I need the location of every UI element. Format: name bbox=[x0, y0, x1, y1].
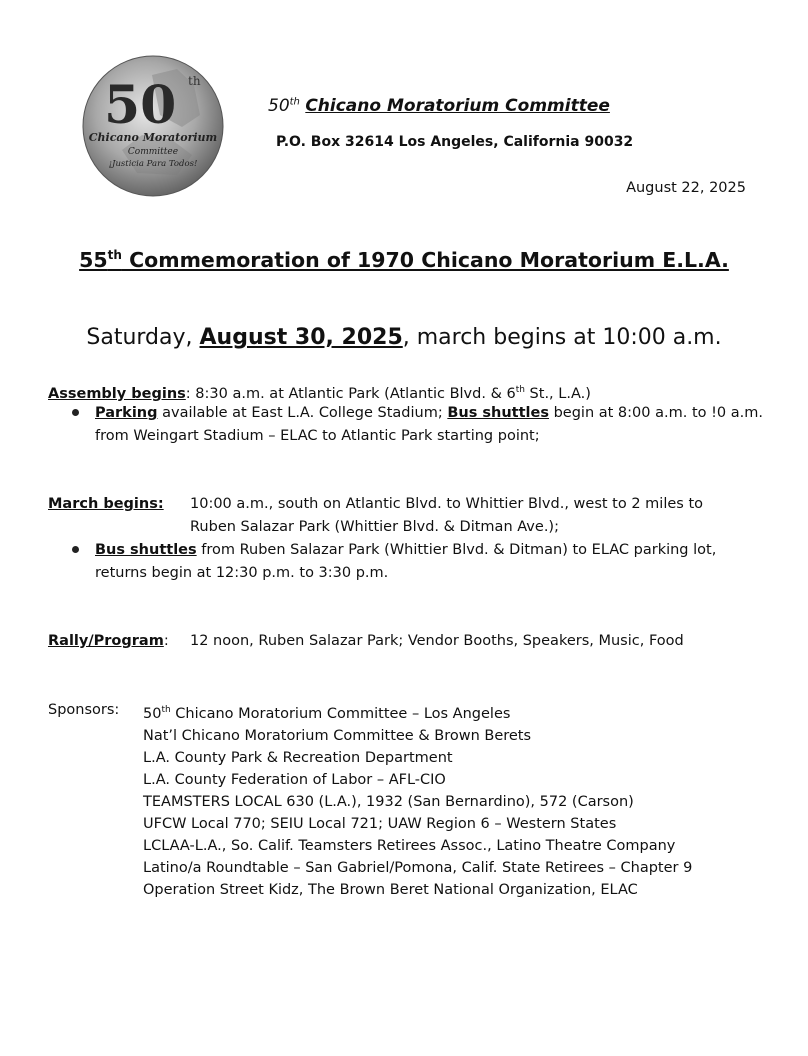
sponsor-item: L.A. County Park & Recreation Department bbox=[143, 749, 453, 766]
event-date: August 30, 2025 bbox=[199, 325, 403, 350]
assembly-colon: : bbox=[185, 385, 191, 402]
bus-shuttles-label-2: Bus shuttles bbox=[95, 542, 197, 558]
parking-mid: available at East L.A. College Stadium; bbox=[157, 405, 448, 421]
sponsor-first-rest: Chicano Moratorium Committee – Los Angeles bbox=[170, 705, 511, 722]
march-line-2: Ruben Salazar Park (Whittier Blvd. & Ditman Ave.); bbox=[190, 519, 559, 535]
logo-number-sup: th bbox=[188, 74, 201, 88]
event-rest: , march begins at 10:00 a.m. bbox=[402, 325, 722, 350]
parking-bullet-line-1 bbox=[95, 402, 763, 424]
assembly-text-a: 8:30 a.m. at Atlantic Park (Atlantic Blvd. & 6 bbox=[190, 385, 516, 402]
letter-date: August 22, 2025 bbox=[626, 180, 746, 196]
march-label: March begins: bbox=[48, 496, 164, 512]
assembly-text-b: St., L.A.) bbox=[524, 385, 591, 402]
assembly-line bbox=[48, 379, 591, 405]
event-date-line bbox=[0, 325, 808, 350]
logo-line-1: Chicano Moratorium bbox=[88, 131, 218, 144]
rally-colon: : bbox=[163, 633, 169, 649]
sponsor-first-ordinal: 50 bbox=[143, 705, 162, 722]
assembly-label: Assembly begins bbox=[48, 385, 186, 402]
org-ordinal-sup: th bbox=[289, 96, 300, 108]
logo-number: 50 bbox=[104, 75, 177, 136]
logo-line-2: Committee bbox=[127, 147, 179, 157]
title-text: Commemoration of 1970 Chicano Moratorium E.L.A. bbox=[121, 248, 729, 272]
org-address: P.O. Box 32614 Los Angeles, California 90032 bbox=[276, 134, 634, 150]
bus-shuttles-label-1: Bus shuttles bbox=[447, 405, 549, 421]
bullet-icon bbox=[72, 546, 79, 553]
assembly-text-sup: th bbox=[515, 385, 525, 395]
sponsor-item: Nat’l Chicano Moratorium Committee & Brown Berets bbox=[143, 727, 532, 744]
sponsor-item: L.A. County Federation of Labor – AFL-CIO bbox=[143, 771, 446, 788]
rally-label-line bbox=[48, 630, 169, 652]
org-name-heading bbox=[268, 96, 610, 116]
org-ordinal: 50 bbox=[268, 96, 290, 116]
rally-label: Rally/Program bbox=[48, 633, 164, 649]
sponsor-item: Operation Street Kidz, The Brown Beret National Organization, ELAC bbox=[143, 881, 638, 898]
sponsors-list bbox=[143, 699, 692, 901]
org-name: Chicano Moratorium Committee bbox=[305, 96, 610, 116]
parking-bullet-line-2: from Weingart Stadium – ELAC to Atlantic Park starting point; bbox=[95, 428, 540, 444]
return-bullet-line-1 bbox=[95, 539, 716, 561]
sponsor-item: UFCW Local 770; SEIU Local 721; UAW Region 6 – Western States bbox=[143, 815, 617, 832]
sponsor-item: Latino/a Roundtable – San Gabriel/Pomona, Calif. State Retirees – Chapter 9 bbox=[143, 859, 693, 876]
title-ordinal: 55 bbox=[79, 248, 108, 272]
return-bullet-line-2: returns begin at 12:30 p.m. to 3:30 p.m. bbox=[95, 565, 389, 581]
sponsor-item bbox=[143, 699, 692, 725]
page-title bbox=[0, 248, 808, 272]
rally-text: 12 noon, Ruben Salazar Park; Vendor Booths, Speakers, Music, Food bbox=[190, 633, 684, 649]
sponsor-item: TEAMSTERS LOCAL 630 (L.A.), 1932 (San Bernardino), 572 (Carson) bbox=[143, 793, 634, 810]
title-ordinal-sup: th bbox=[107, 248, 122, 263]
parking-end: begin at 8:00 a.m. to !0 a.m. bbox=[548, 405, 763, 421]
logo-line-3: ¡Justicia Para Todos! bbox=[108, 159, 198, 169]
sponsor-first-sup: th bbox=[161, 705, 171, 715]
committee-logo bbox=[82, 55, 224, 197]
sponsors-label: Sponsors: bbox=[48, 702, 120, 718]
event-day: Saturday, bbox=[86, 325, 200, 350]
bullet-icon bbox=[72, 409, 79, 416]
return-line-1-rest: from Ruben Salazar Park (Whittier Blvd. & Ditman) to ELAC parking lot, bbox=[196, 542, 717, 558]
march-line-1: 10:00 a.m., south on Atlantic Blvd. to Whittier Blvd., west to 2 miles to bbox=[190, 496, 703, 512]
parking-label: Parking bbox=[95, 405, 158, 421]
sponsor-item: LCLAA-L.A., So. Calif. Teamsters Retirees Assoc., Latino Theatre Company bbox=[143, 837, 676, 854]
